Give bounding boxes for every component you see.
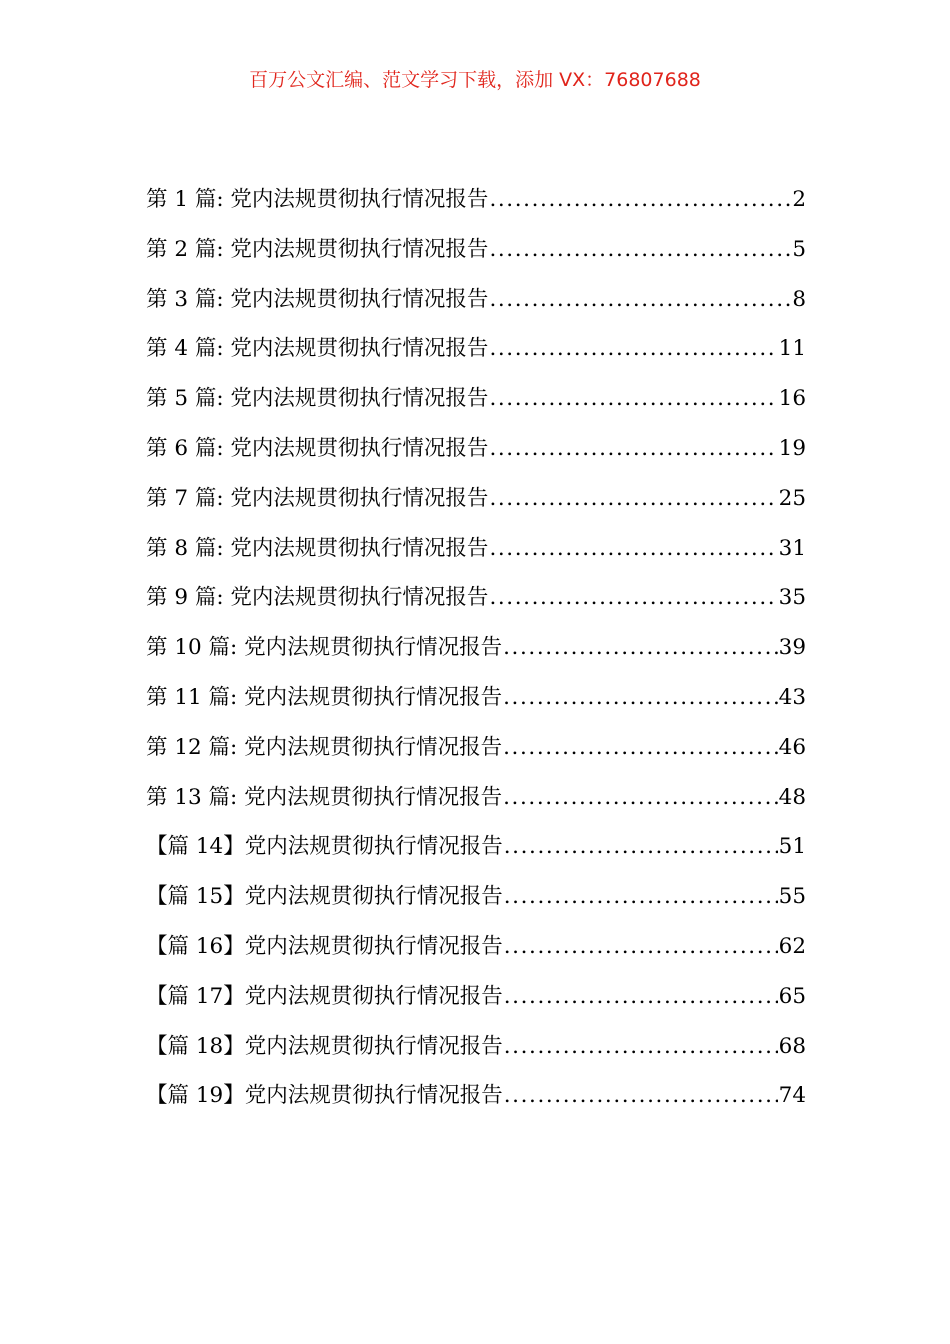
toc-entry[interactable] [146, 978, 806, 1028]
toc-entry[interactable] [146, 281, 806, 331]
toc-dot-leader [489, 530, 777, 568]
toc-entry[interactable] [146, 679, 806, 729]
toc-entry[interactable] [146, 330, 806, 380]
toc-dot-leader [503, 629, 778, 667]
toc-page-number: 46 [778, 734, 806, 760]
toc-entry-title: 第 6 篇: 党内法规贯彻执行情况报告 [146, 435, 489, 461]
toc-entry-title: 【篇 18】党内法规贯彻执行情况报告 [146, 1033, 503, 1059]
toc-entry[interactable] [146, 430, 806, 480]
toc-entry-title: 第 13 篇: 党内法规贯彻执行情况报告 [146, 784, 503, 810]
toc-entry[interactable] [146, 181, 806, 231]
toc-entry-title: 【篇 15】党内法规贯彻执行情况报告 [146, 884, 503, 910]
toc-dot-leader [504, 828, 778, 866]
toc-page-number: 2 [792, 187, 806, 212]
toc-page-number: 5 [792, 236, 806, 262]
toc-page-number: 39 [778, 635, 806, 661]
toc-entry-title: 第 12 篇: 党内法规贯彻执行情况报告 [146, 734, 503, 760]
toc-entry[interactable] [146, 928, 806, 978]
toc-entry[interactable] [146, 480, 806, 530]
page-header: 百万公文汇编、范文学习下载，添加 VX：76807688 [249, 69, 701, 91]
toc-page-number: 51 [778, 834, 806, 860]
toc-dot-leader [504, 1028, 778, 1066]
toc-entry-title: 第 8 篇: 党内法规贯彻执行情况报告 [146, 535, 489, 561]
toc-entry-title: 第 7 篇: 党内法规贯彻执行情况报告 [146, 485, 489, 511]
toc-entry-title: 【篇 14】党内法规贯彻执行情况报告 [146, 834, 503, 860]
toc-page-number: 74 [778, 1083, 806, 1109]
toc-entry[interactable] [146, 380, 806, 430]
toc-page-number: 16 [778, 386, 806, 412]
toc-dot-leader [489, 380, 777, 418]
toc-entry-title: 第 3 篇: 党内法规贯彻执行情况报告 [146, 286, 489, 312]
toc-page-number: 62 [778, 933, 806, 959]
toc-entry-title: 第 5 篇: 党内法规贯彻执行情况报告 [146, 386, 489, 412]
toc-entry[interactable] [146, 530, 806, 580]
toc-page-number: 43 [778, 684, 806, 710]
toc-page-number: 8 [792, 286, 806, 312]
toc-dot-leader [489, 330, 777, 368]
toc-page-number: 68 [778, 1033, 806, 1059]
toc-dot-leader [504, 978, 778, 1016]
toc-dot-leader [503, 729, 778, 767]
toc-entry-title: 第 1 篇: 党内法规贯彻执行情况报告 [146, 187, 489, 212]
toc-entry-title: 【篇 19】党内法规贯彻执行情况报告 [146, 1083, 503, 1109]
toc-entry[interactable] [146, 729, 806, 779]
toc-dot-leader [504, 878, 778, 916]
toc-dot-leader [503, 679, 778, 717]
toc-entry[interactable] [146, 779, 806, 829]
toc-entry[interactable] [146, 231, 806, 281]
toc-dot-leader [504, 928, 778, 966]
toc-page-number: 48 [778, 784, 806, 810]
toc-dot-leader [503, 779, 778, 817]
toc-entry-title: 第 11 篇: 党内法规贯彻执行情况报告 [146, 684, 503, 710]
toc-page-number: 65 [778, 983, 806, 1009]
toc-page-number: 31 [778, 535, 806, 561]
toc-dot-leader [504, 1077, 778, 1115]
toc-page-number: 25 [778, 485, 806, 511]
toc-page-number: 11 [778, 336, 806, 362]
toc-dot-leader [489, 231, 791, 269]
toc-dot-leader [489, 579, 777, 617]
toc-dot-leader [489, 480, 777, 518]
toc-page-number: 55 [778, 884, 806, 910]
toc-entry[interactable] [146, 1077, 806, 1127]
toc-entry[interactable] [146, 828, 806, 878]
toc-entry-title: 第 2 篇: 党内法规贯彻执行情况报告 [146, 236, 489, 262]
toc-entry-title: 【篇 17】党内法规贯彻执行情况报告 [146, 983, 503, 1009]
toc-entry[interactable] [146, 878, 806, 928]
toc-dot-leader [489, 430, 777, 468]
toc-entry[interactable] [146, 1028, 806, 1078]
toc-page-number: 19 [778, 435, 806, 461]
toc-dot-leader [489, 281, 791, 319]
table-of-contents [146, 181, 806, 1127]
toc-entry[interactable] [146, 579, 806, 629]
toc-page-number: 35 [778, 585, 806, 611]
toc-dot-leader [489, 181, 791, 219]
toc-entry-title: 第 10 篇: 党内法规贯彻执行情况报告 [146, 635, 503, 661]
toc-entry-title: 【篇 16】党内法规贯彻执行情况报告 [146, 933, 503, 959]
toc-entry-title: 第 9 篇: 党内法规贯彻执行情况报告 [146, 585, 489, 611]
toc-entry-title: 第 4 篇: 党内法规贯彻执行情况报告 [146, 336, 489, 362]
toc-entry[interactable] [146, 629, 806, 679]
